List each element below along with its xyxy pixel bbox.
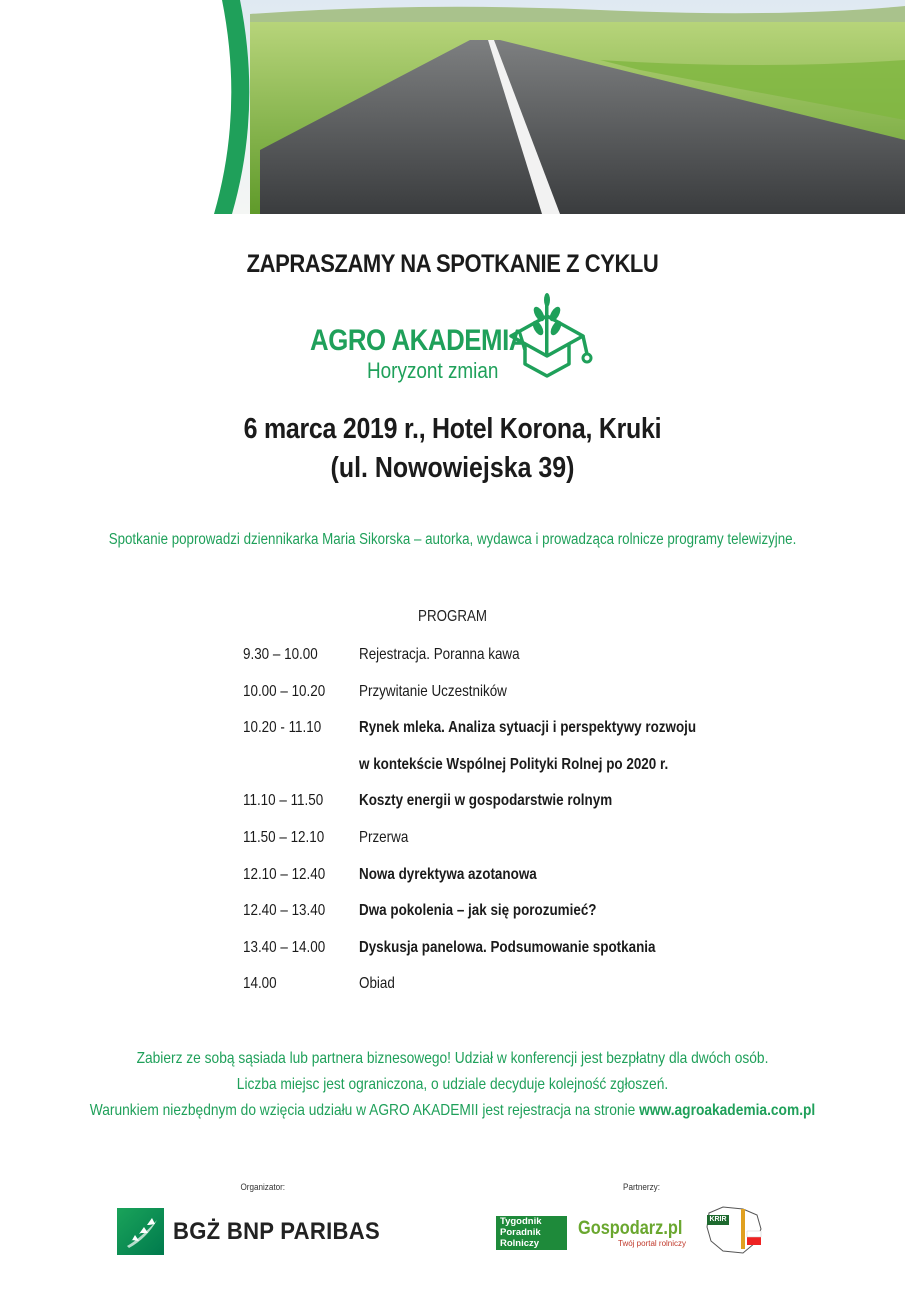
program-row [243, 640, 803, 677]
program-time: 14.00 [243, 975, 277, 993]
program-row [243, 896, 803, 933]
program-item: Nowa dyrektywa azotanowa [359, 865, 537, 883]
program-item: Rejestracja. Poranna kawa [359, 646, 520, 663]
tpr-line-3: Rolniczy [500, 1238, 540, 1249]
program-item: Przywitanie Uczestników [359, 682, 507, 700]
hero-banner [0, 0, 905, 214]
program-row [243, 713, 803, 750]
bnp-stars-icon [117, 1208, 164, 1255]
program-item: Koszty energii w gospodarstwie rolnym [359, 792, 613, 810]
program-item: Rynek mleka. Analiza sytuacji i perspektywy rozwoju [359, 719, 697, 737]
program-row [243, 677, 803, 714]
agro-akademia-logo [300, 292, 600, 388]
program-item: Dyskusja panelowa. Podsumowanie spotkania [359, 938, 656, 956]
event-host: Spotkanie poprowadzi dziennikarka Maria Sikorska – autorka, wydawca i prowadząca rolnicze programy telewizyjne. [108, 531, 797, 548]
program-time: 11.10 – 11.50 [243, 792, 324, 810]
program-time: 13.40 – 14.00 [243, 938, 326, 956]
program-row [243, 860, 803, 897]
tygodnik-poradnik-rolniczy-logo [496, 1216, 567, 1250]
invite-heading: ZAPRASZAMY NA SPOTKANIE Z CYKLU [246, 250, 659, 278]
program-row [243, 933, 803, 970]
footer-line-2: Liczba miejsc jest ograniczona, o udziale decyduje kolejność zgłoszeń. [236, 1076, 669, 1093]
footer-line-3-text: Warunkiem niezbędnym do wzięcia udziału w AGRO AKADEMII jest rejestracja na stronie [89, 1102, 640, 1119]
tpr-line-1: Tygodnik [500, 1216, 542, 1227]
program-time: 12.40 – 13.40 [243, 902, 326, 920]
footer-line-1: Zabierz ze sobą sąsiada lub partnera biznesowego! Udział w konferencji jest bezpłatny dla dwóch osób. [136, 1050, 769, 1067]
tpr-line-2: Poradnik [500, 1227, 541, 1238]
program-time: 10.00 – 10.20 [243, 682, 326, 700]
program-time: 11.50 – 12.10 [243, 828, 325, 846]
gospodarz-logo [578, 1218, 690, 1250]
program-item: Dwa pokolenia – jak się porozumieć? [359, 902, 597, 920]
organizer-name: BGŻ BNP PARIBAS [173, 1218, 380, 1245]
logo-title: AGRO AKADEMIA [310, 324, 528, 357]
program-list [243, 640, 803, 1006]
program-row [243, 969, 803, 1006]
program-row [243, 823, 803, 860]
gospodarz-tagline: Twój portal rolniczy [618, 1239, 687, 1248]
program-time: 12.10 – 12.40 [243, 865, 326, 883]
program-row [243, 786, 803, 823]
program-heading: PROGRAM [418, 608, 487, 625]
program-item: Obiad [359, 975, 395, 993]
road-landscape-image [0, 0, 905, 214]
program-row [243, 750, 803, 787]
krir-logo [703, 1203, 765, 1257]
footer-line-3 [63, 1102, 841, 1120]
krir-label: KRIR [707, 1215, 729, 1225]
program-item: w kontekście Wspólnej Polityki Rolnej po 2020 r. [359, 755, 669, 773]
program-time: 10.20 - 11.10 [243, 719, 322, 737]
registration-link[interactable]: www.agroakademia.com.pl [639, 1102, 816, 1119]
gospodarz-name: Gospodarz.pl [578, 1218, 683, 1239]
wheat-graduation-cap-icon [505, 292, 597, 382]
event-date-venue: 6 marca 2019 r., Hotel Korona, Kruki [243, 413, 662, 445]
logo-subtitle: Horyzont zmian [367, 358, 499, 383]
organizer-label: Organizator: [240, 1182, 286, 1192]
event-address: (ul. Nowowiejska 39) [330, 452, 575, 484]
partners-label: Partnerzy: [623, 1182, 660, 1192]
program-item: Przerwa [359, 828, 409, 846]
poland-map-icon [703, 1203, 765, 1257]
bgz-bnp-paribas-logo [117, 1208, 417, 1256]
program-time: 9.30 – 10.00 [243, 646, 318, 663]
